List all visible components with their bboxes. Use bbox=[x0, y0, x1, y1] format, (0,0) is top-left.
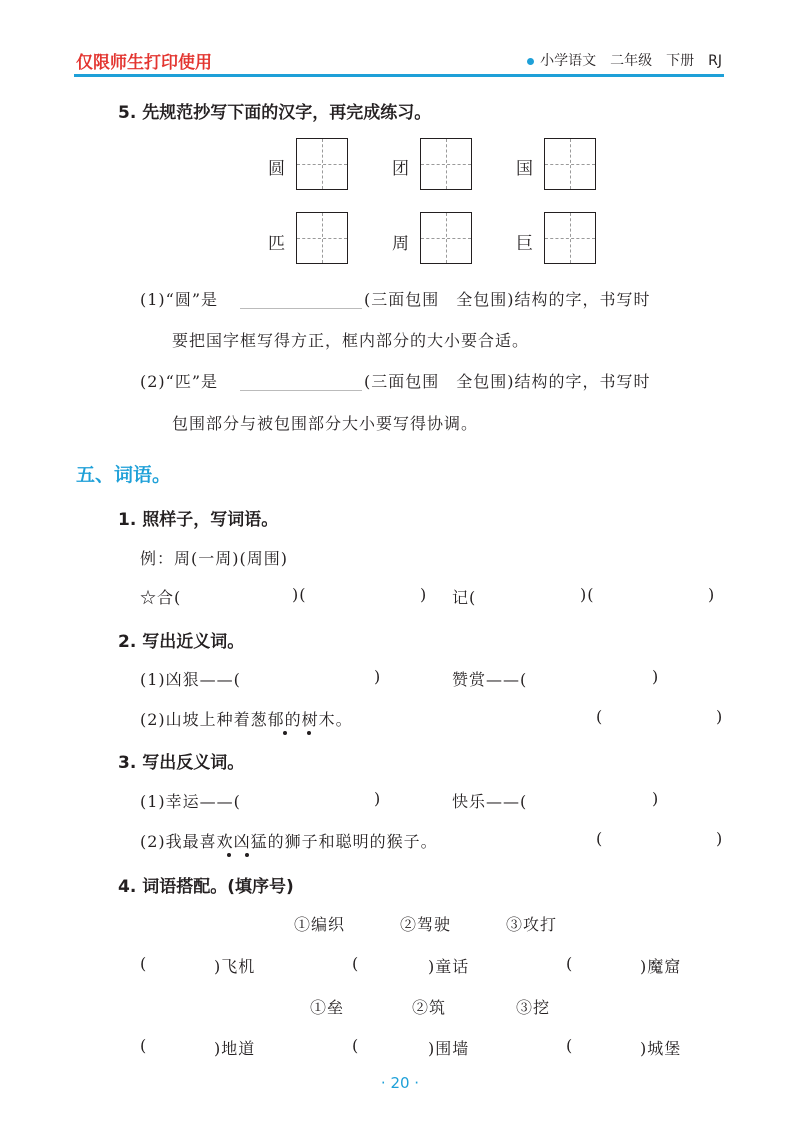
section-title: 五、词语。 bbox=[76, 464, 172, 486]
char-label: 圆 bbox=[268, 159, 285, 179]
q2-item-3: (2)山坡上种着葱郁的树木。 bbox=[140, 710, 353, 729]
q4-paren-open: ( bbox=[352, 954, 360, 973]
bullet-icon bbox=[527, 58, 534, 65]
q2-item-1: (1)凶狠——( bbox=[140, 670, 241, 689]
q4-paren-open: ( bbox=[566, 1036, 574, 1055]
q4-option: ③攻打 bbox=[506, 915, 558, 934]
q4-paren-open: ( bbox=[140, 1036, 148, 1055]
q5-heading: 5. 先规范抄写下面的汉字，再完成练习。 bbox=[118, 103, 432, 123]
q5-p2-options: (三面包围 全包围)结构的字，书写时 bbox=[364, 372, 651, 391]
answer-blank[interactable] bbox=[240, 370, 362, 391]
q4-option: ②驾驶 bbox=[400, 915, 452, 934]
writing-grid[interactable] bbox=[296, 138, 348, 190]
q4-item: )童话 bbox=[428, 957, 470, 976]
emphasis-dot bbox=[307, 731, 311, 735]
q5-p2-continuation: 包围部分与被包围部分大小要写得协调。 bbox=[172, 414, 479, 433]
q1-paren: ) bbox=[708, 585, 716, 604]
q4-paren-open: ( bbox=[140, 954, 148, 973]
q1-heading: 1. 照样子，写词语。 bbox=[118, 510, 279, 530]
q2-paren-close: ) bbox=[652, 667, 660, 686]
page-number: · 20 · bbox=[380, 1074, 420, 1092]
q5-p1-options: (三面包围 全包围)结构的字，书写时 bbox=[364, 290, 651, 309]
q1-paren: ) bbox=[420, 585, 428, 604]
q2-paren-close: ) bbox=[374, 667, 382, 686]
q4-paren-open: ( bbox=[566, 954, 574, 973]
char-label: 周 bbox=[392, 234, 409, 254]
q1-paren: )( bbox=[580, 585, 595, 604]
q5-p2-start: (2)“匹”是 bbox=[140, 372, 219, 391]
q4-option: ②筑 bbox=[412, 998, 447, 1017]
q4-paren-open: ( bbox=[352, 1036, 360, 1055]
grade-label: 二年级 bbox=[610, 53, 653, 69]
writing-grid[interactable] bbox=[544, 212, 596, 264]
q1-paren: )( bbox=[292, 585, 307, 604]
q4-item: )围墙 bbox=[428, 1039, 470, 1058]
emphasis-dot bbox=[227, 853, 231, 857]
q1-item-2: 记( bbox=[452, 588, 477, 607]
q1-example: 例：周(一周)(周围) bbox=[140, 549, 288, 568]
q4-item: )魔窟 bbox=[640, 957, 682, 976]
q4-option: ①垒 bbox=[310, 998, 345, 1017]
char-label: 团 bbox=[392, 159, 409, 179]
writing-grid[interactable] bbox=[420, 138, 472, 190]
q4-option: ①编织 bbox=[294, 915, 346, 934]
q3-heading: 3. 写出反义词。 bbox=[118, 753, 245, 773]
q2-paren-close: ) bbox=[716, 707, 724, 726]
char-label: 匹 bbox=[268, 234, 285, 254]
edition-label: RJ bbox=[708, 53, 722, 69]
answer-blank[interactable] bbox=[240, 288, 362, 309]
q3-paren-close: ) bbox=[716, 829, 724, 848]
q4-item: )地道 bbox=[214, 1039, 256, 1058]
q2-paren-open: ( bbox=[596, 707, 604, 726]
char-label: 国 bbox=[516, 159, 533, 179]
q4-heading: 4. 词语搭配。(填序号) bbox=[118, 877, 294, 897]
q3-paren-open: ( bbox=[596, 829, 604, 848]
volume-label: 下册 bbox=[666, 53, 695, 69]
header-meta bbox=[527, 50, 722, 70]
q4-option: ③挖 bbox=[516, 998, 551, 1017]
q5-p1-start: (1)“圆”是 bbox=[140, 290, 219, 309]
emphasis-dot bbox=[245, 853, 249, 857]
char-label: 巨 bbox=[516, 234, 533, 254]
q3-paren-close: ) bbox=[374, 789, 382, 808]
q4-item: )城堡 bbox=[640, 1039, 682, 1058]
header-rule bbox=[74, 74, 724, 77]
subject-label: 小学语文 bbox=[540, 53, 597, 69]
writing-grid[interactable] bbox=[544, 138, 596, 190]
emphasis-dot bbox=[283, 731, 287, 735]
q2-item-2: 赞赏——( bbox=[452, 670, 528, 689]
q1-item-1: ☆合( bbox=[140, 588, 182, 607]
print-notice: 仅限师生打印使用 bbox=[76, 53, 212, 73]
q2-heading: 2. 写出近义词。 bbox=[118, 632, 245, 652]
q3-paren-close: ) bbox=[652, 789, 660, 808]
q5-p1-continuation: 要把国字框写得方正，框内部分的大小要合适。 bbox=[172, 331, 530, 350]
q3-item-1: (1)幸运——( bbox=[140, 792, 241, 811]
writing-grid[interactable] bbox=[296, 212, 348, 264]
q3-item-3: (2)我最喜欢凶猛的狮子和聪明的猴子。 bbox=[140, 832, 438, 851]
q4-item: )飞机 bbox=[214, 957, 256, 976]
q3-item-2: 快乐——( bbox=[452, 792, 528, 811]
writing-grid[interactable] bbox=[420, 212, 472, 264]
